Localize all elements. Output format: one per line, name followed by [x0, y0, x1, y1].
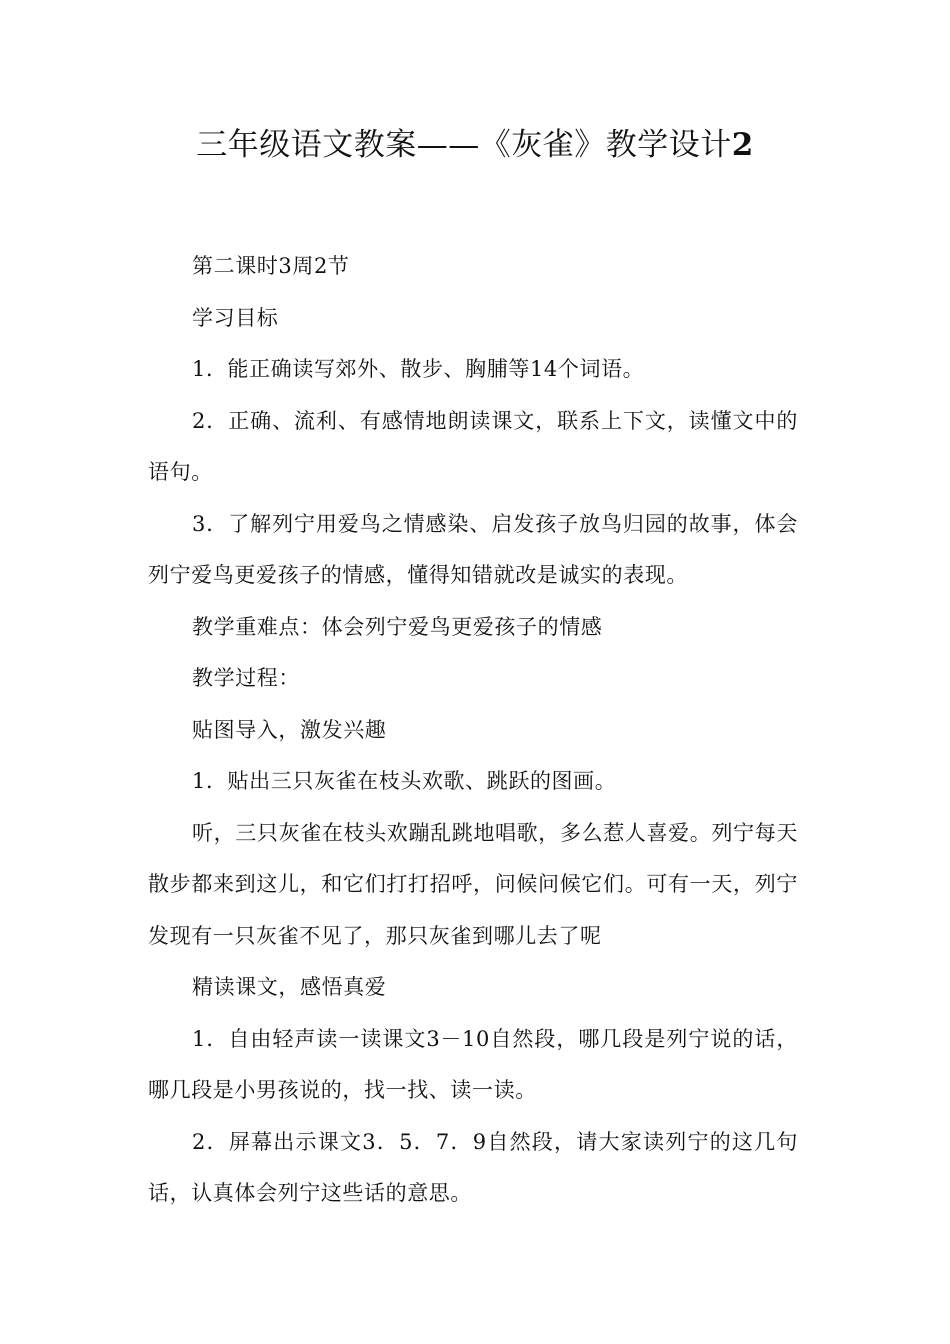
- paragraph-objective-1: 1．能正确读写郊外、散步、胸脯等14个词语。: [192, 357, 645, 381]
- title-number: 2: [731, 127, 754, 163]
- paragraph-reading-step-1: 1．自由轻声读一读课文3－10自然段，哪几段是列宁说的话，哪几段是小男孩说的，找一找、读一读。: [148, 1026, 798, 1102]
- paragraph-key-points: 教学重难点：体会列宁爱鸟更爱孩子的情感: [192, 614, 603, 639]
- document-body: [148, 241, 798, 1220]
- paragraph-section-intro: 贴图导入，激发兴趣: [192, 717, 387, 742]
- paragraph-lesson-info: 第二课时3周2节: [192, 254, 350, 278]
- paragraph-intro-text: 听，三只灰雀在枝头欢蹦乱跳地唱歌，多么惹人喜爱。列宁每天散步都来到这儿，和它们打打招呼，问候问候它们。可有一天，列宁发现有一只灰雀不见了，那只灰雀到哪儿去了呢: [148, 820, 798, 948]
- paragraph-section-reading: 精读课文，感悟真爱: [192, 975, 387, 999]
- paragraph-intro-step-1: 1．贴出三只灰雀在枝头欢歌、跳跃的图画。: [192, 769, 617, 793]
- paragraph-objective-3: 3．了解列宁用爱鸟之情感染、启发孩子放鸟归园的故事，体会列宁爱鸟更爱孩子的情感，懂得知错就改是诚实的表现。: [148, 511, 798, 587]
- title-text: 三年级语文教案——《灰雀》教学设计: [196, 127, 732, 163]
- paragraph-reading-step-2: 2．屏幕出示课文3．5．7．9自然段，请大家读列宁的这几句话，认真体会列宁这些话的意思。: [148, 1129, 798, 1205]
- paragraph-process-heading: 教学过程：: [192, 666, 300, 690]
- paragraph-objective-2: 2．正确、流利、有感情地朗读课文，联系上下文，读懂文中的语句。: [148, 408, 798, 484]
- paragraph-objectives-heading: 学习目标: [192, 305, 279, 330]
- document-title: [0, 118, 950, 172]
